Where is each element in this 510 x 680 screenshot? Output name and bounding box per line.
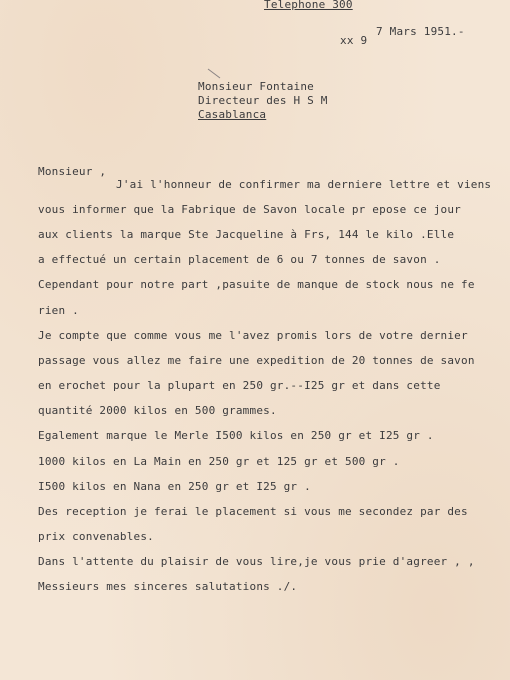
recipient-city: Casablanca: [198, 108, 267, 121]
telephone-header: Telephone 300: [264, 0, 353, 11]
body-line: rien .: [38, 304, 79, 317]
body-line: I500 kilos en Nana en 250 gr et I25 gr .: [38, 480, 311, 493]
body-line: passage vous allez me faire une expedition de 20 tonnes de savon: [38, 354, 475, 367]
body-line: Messieurs mes sinceres salutations ./.: [38, 580, 298, 593]
recipient-title: Directeur des H S M: [198, 94, 328, 107]
body-line: J'ai l'honneur de confirmer ma derniere lettre et viens: [116, 178, 492, 191]
letter-date: 7 Mars 1951.-: [376, 25, 465, 38]
salutation: Monsieur ,: [38, 165, 107, 178]
body-line: vous informer que la Fabrique de Savon locale pr epose ce jour: [38, 203, 461, 216]
pencil-mark: [206, 66, 226, 82]
body-line: a effectué un certain placement de 6 ou 7 tonnes de savon .: [38, 253, 441, 266]
body-line: Je compte que comme vous me l'avez promis lors de votre dernier: [38, 329, 468, 342]
reference-number: xx 9: [340, 34, 368, 47]
body-line: quantité 2000 kilos en 500 grammes.: [38, 404, 277, 417]
body-line: en erochet pour la plupart en 250 gr.--I25 gr et dans cette: [38, 379, 441, 392]
recipient-name: Monsieur Fontaine: [198, 80, 314, 93]
body-line: aux clients la marque Ste Jacqueline à Frs, 144 le kilo .Elle: [38, 228, 455, 241]
body-line: prix convenables.: [38, 530, 154, 543]
body-line: Egalement marque le Merle I500 kilos en 250 gr et I25 gr .: [38, 429, 434, 442]
body-line: Cependant pour notre part ,pasuite de manque de stock nous ne fe: [38, 278, 475, 291]
body-line: Des reception je ferai le placement si vous me secondez par des: [38, 505, 468, 518]
body-line: Dans l'attente du plaisir de vous lire,je vous prie d'agreer , ,: [38, 555, 475, 568]
body-line: 1000 kilos en La Main en 250 gr et 125 gr et 500 gr .: [38, 455, 400, 468]
